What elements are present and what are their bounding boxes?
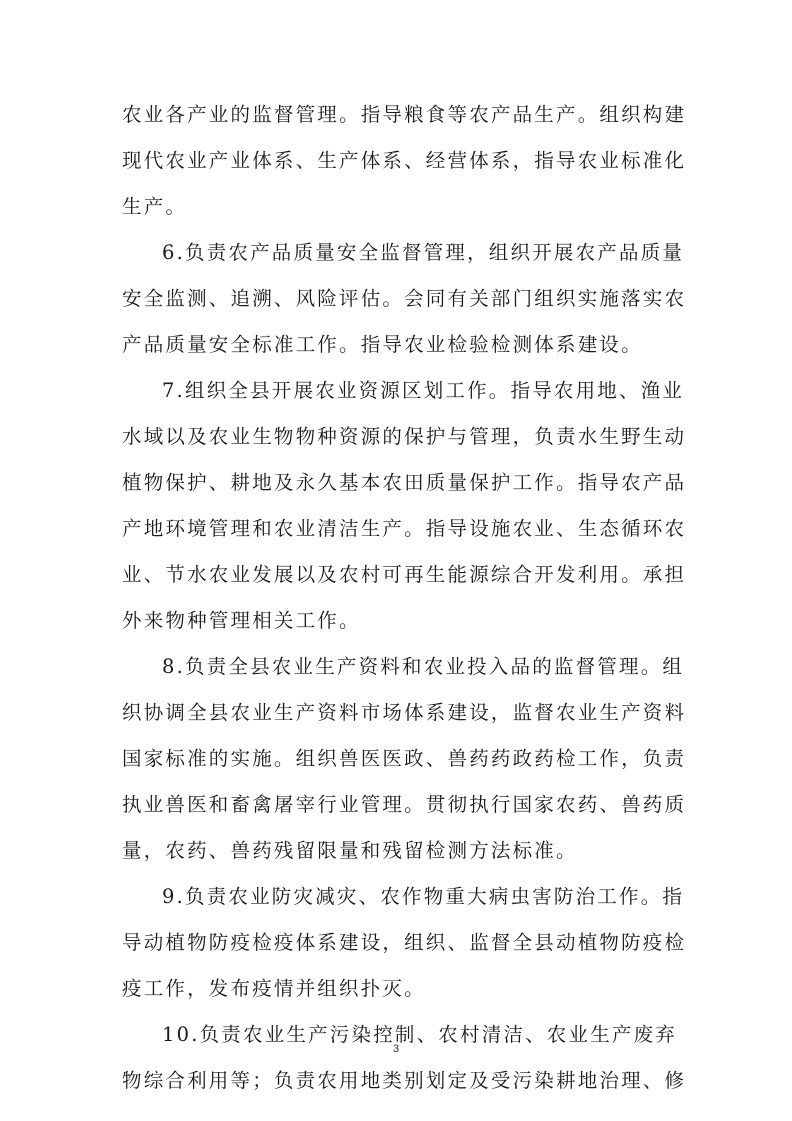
paragraph-item-8 (122, 644, 687, 874)
paragraph-item-7 (122, 368, 687, 644)
text-line: 业、节水农业发展以及农村可再生能源综合开发利用。承担 (122, 563, 687, 586)
text-line: 织协调全县农业生产资料市场体系建设，监督农业生产资料 (122, 701, 687, 724)
document-body (122, 92, 687, 1104)
text-line: 9.负责农业防灾减灾、农作物重大病虫害防治工作。指 (162, 885, 685, 908)
text-line: 疫工作，发布疫情并组织扑灭。 (122, 977, 426, 1000)
text-line: 植物保护、耕地及永久基本农田质量保护工作。指导农产品 (122, 471, 687, 494)
text-line: 产地环境管理和农业清洁生产。指导设施农业、生态循环农 (122, 517, 687, 540)
text-line: 国家标准的实施。组织兽医医政、兽药药政药检工作，负责 (122, 747, 687, 770)
text-line: 安全监测、追溯、风险评估。会同有关部门组织实施落实农 (122, 287, 687, 310)
text-line: 导动植物防疫检疫体系建设，组织、监督全县动植物防疫检 (122, 931, 687, 954)
text-line: 水域以及农业生物物种资源的保护与管理，负责水生野生动 (122, 425, 687, 448)
text-line: 6.负责农产品质量安全监督管理，组织开展农产品质量 (162, 241, 685, 264)
text-line: 产品质量安全标准工作。指导农业检验检测体系建设。 (122, 333, 643, 356)
text-line: 量，农药、兽药残留限量和残留检测方法标准。 (122, 839, 578, 862)
text-line: 物综合利用等；负责农用地类别划定及受污染耕地治理、修 (122, 1069, 687, 1092)
text-line: 10.负责农业生产污染控制、农村清洁、农业生产废弃 (162, 1023, 678, 1046)
paragraph-item-10 (122, 1012, 687, 1104)
paragraph-item-6 (122, 230, 687, 368)
text-line: 7.组织全县开展农业资源区划工作。指导农用地、渔业 (162, 379, 685, 402)
text-line: 生产。 (122, 195, 188, 218)
text-line: 外来物种管理相关工作。 (122, 609, 361, 632)
text-line: 8.负责全县农业生产资料和农业投入品的监督管理。组 (162, 655, 685, 678)
text-line: 执业兽医和畜禽屠宰行业管理。贯彻执行国家农药、兽药质 (122, 793, 687, 816)
paragraph-1 (122, 92, 687, 230)
page-number: 3 (392, 1043, 400, 1055)
text-line: 农业各产业的监督管理。指导粮食等农产品生产。组织构建 (122, 103, 687, 126)
text-line: 现代农业产业体系、生产体系、经营体系，指导农业标准化 (122, 149, 687, 172)
paragraph-item-9 (122, 874, 687, 1012)
